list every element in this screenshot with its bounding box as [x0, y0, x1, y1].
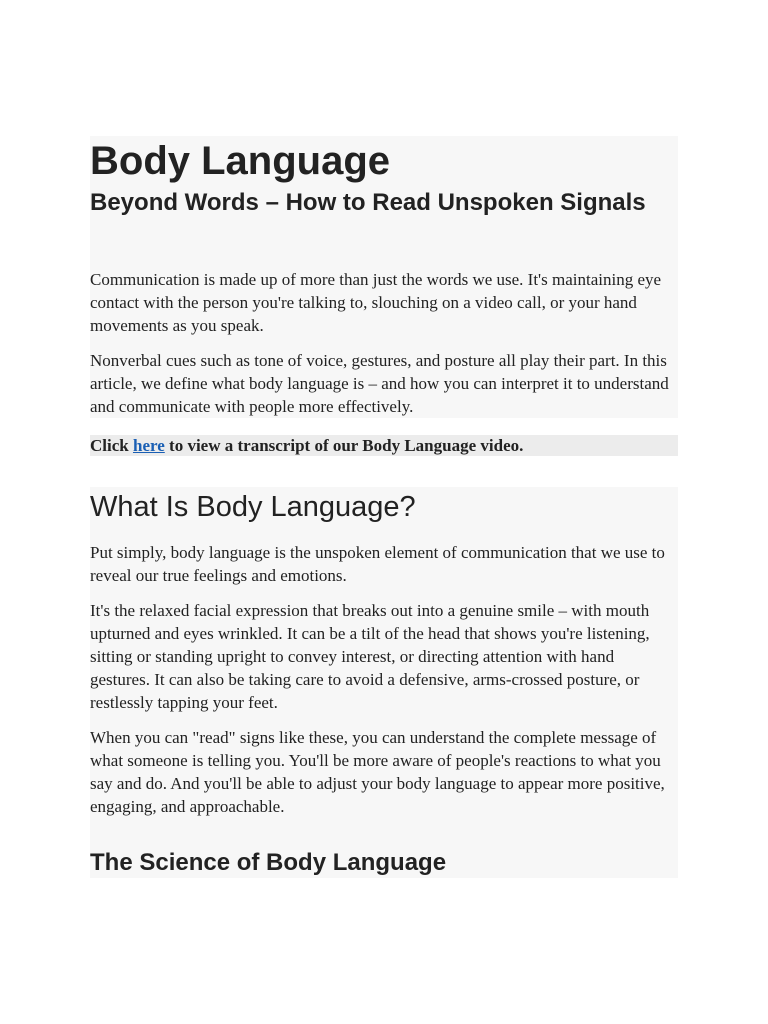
- section-what-is-body-language: [90, 487, 678, 878]
- transcript-prefix: Click: [90, 436, 133, 455]
- section-paragraph: When you can "read" signs like these, you can understand the complete message of what someone is telling you. You'll be more aware of people's reactions to what you say and do. And you'll be able to adjust your body language to appear more positive, engaging, and approachable.: [90, 728, 665, 816]
- article: [90, 136, 678, 878]
- section-heading: What Is Body Language?: [90, 491, 416, 523]
- transcript-suffix: to view a transcript of our Body Language video.: [164, 436, 524, 455]
- article-header: [90, 136, 678, 418]
- section-heading-science: The Science of Body Language: [90, 849, 447, 876]
- transcript-link[interactable]: here: [132, 436, 165, 455]
- page-title: Body Language: [90, 139, 391, 183]
- section-paragraph: It's the relaxed facial expression that breaks out into a genuine smile – with mouth upturned and eyes wrinkled. It can be a tilt of the head that shows you're listening, sitting or standing upright to convey interest, or directing attention with hand gestures. It can also be taking care to avoid a defensive, arms-crossed posture, or restlessly tapping your feet.: [90, 601, 650, 712]
- transcript-callout: [90, 435, 678, 456]
- intro: [90, 268, 678, 418]
- intro-paragraph: Communication is made up of more than just the words we use. It's maintaining eye contact with the person you're talking to, slouching on a video call, or your hand movements as you speak.: [90, 270, 662, 335]
- intro-paragraph: Nonverbal cues such as tone of voice, gestures, and posture all play their part. In this article, we define what body language is – and how you can interpret it to understand and communicate with people more effectively.: [90, 351, 669, 416]
- page-subtitle: Beyond Words – How to Read Unspoken Signals: [90, 189, 646, 216]
- section-paragraph: Put simply, body language is the unspoken element of communication that we use to reveal our true feelings and emotions.: [90, 543, 665, 585]
